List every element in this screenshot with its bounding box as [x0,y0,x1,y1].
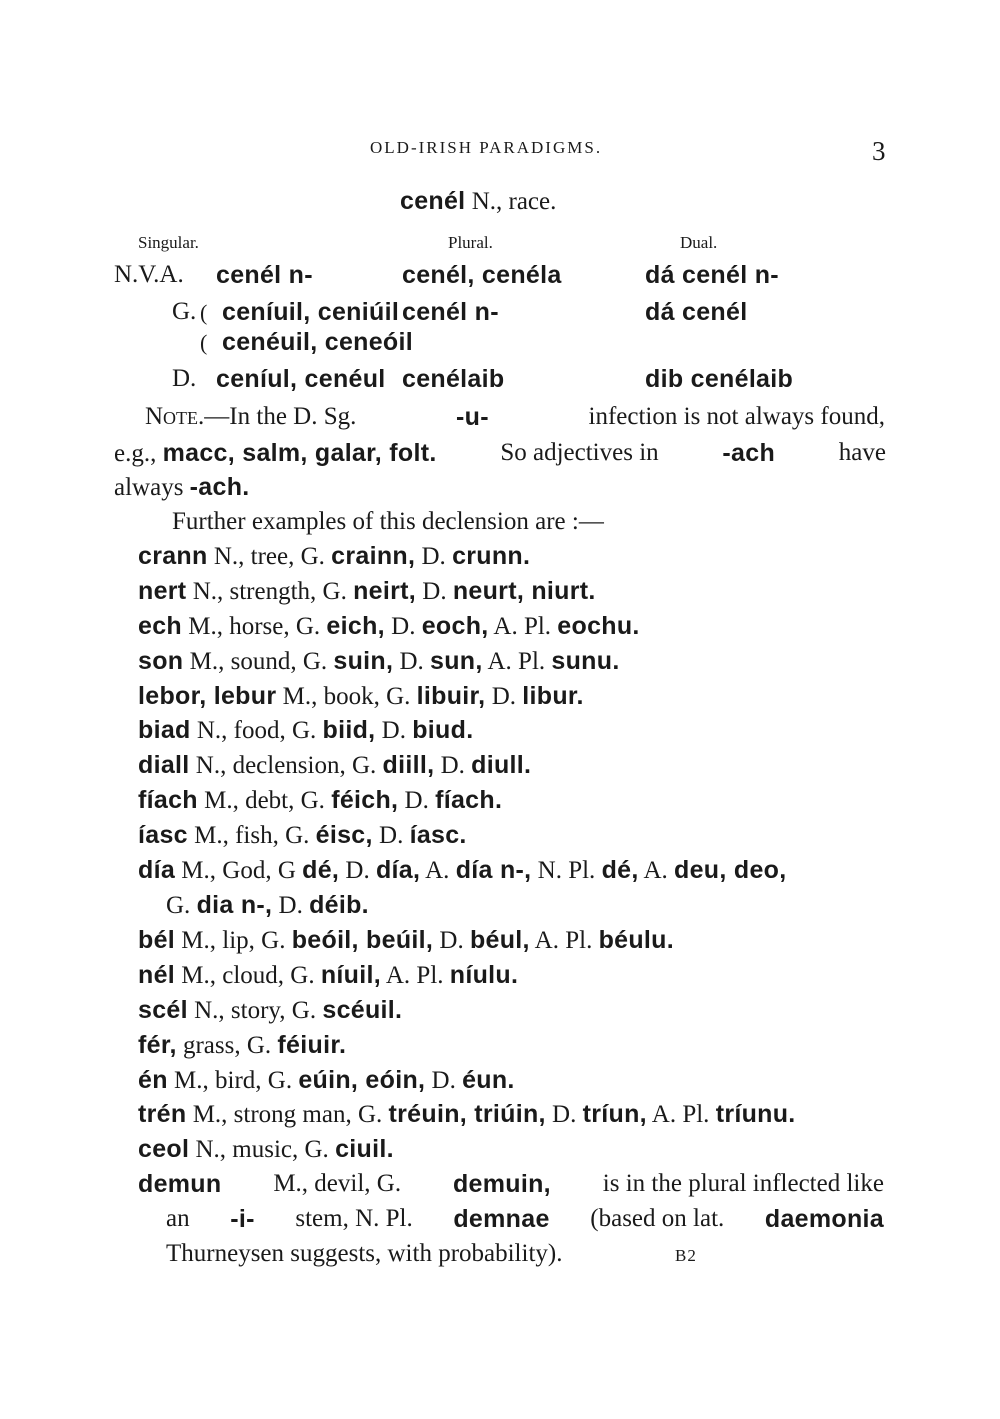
row-nva-case: N.V.A. [114,261,184,288]
example-headword: íasc. [409,821,467,849]
example-headword: eoch, [421,612,489,640]
example-headword: béul, [469,926,530,954]
example-text: is in the plural inflected like [596,1170,884,1197]
example-headword: demun [138,1170,222,1198]
note-ach-1: -ach [722,439,776,467]
example-text: D. [415,543,453,570]
example-text: M., horse, G. [181,613,327,640]
row-g-singular: ceníuil, ceniúil [222,298,400,326]
row-nva-plural: cenél, cenéla [402,261,562,289]
example-text: D. [372,822,410,849]
example-text: A. Pl. [646,1101,716,1128]
paradigm-title [400,187,556,216]
example-text: M., devil, G. [267,1170,408,1197]
row-g-singular-variant: cenéuil, ceneóil [222,328,413,356]
example-text: D. [384,613,422,640]
example-text: N. Pl. [531,857,602,884]
example-headword: suin, [333,647,394,675]
example-text: D. [398,787,436,814]
example-headword: tríun, [582,1100,647,1128]
example-headword: dia n-, [196,891,273,919]
example-headword: fér, [138,1031,177,1059]
example-text: A. Pl. [381,962,450,989]
example-headword: éisc, [315,821,373,849]
example-text: Thurneysen suggests, with probability). [166,1240,675,1267]
example-text: M., book, G. [276,683,417,710]
example-line [166,1205,884,1234]
note-line-2 [114,439,886,468]
brace-top: ( [200,300,208,325]
paradigm-headword: cenél [400,187,466,215]
example-headword: ceol [138,1135,190,1163]
example-headword: nél [138,961,176,989]
note-dash: —In the D. Sg. [204,403,357,430]
example-text: M., strong man, G. [186,1101,389,1128]
note-so: So adjectives in [500,439,659,466]
example-headword: féiuir. [277,1031,347,1059]
row-nva-singular: cenél n- [216,261,313,289]
row-d-dual: dib cenélaib [645,365,794,393]
example-text: M., God, G [175,857,303,884]
example-text: A. Pl. [482,648,552,675]
example-headword: nert [138,577,187,605]
example-headword: diall [138,751,190,779]
example-line [166,891,369,920]
note-examples: macc, salm, galar, folt. [162,439,437,467]
example-headword: deu, deo, [674,856,787,884]
example-headword: crann [138,542,208,570]
example-text: stem, N. Pl. [289,1205,419,1232]
example-text: D. [485,683,523,710]
example-text: A. Pl. [529,927,599,954]
example-headword: scél [138,996,188,1024]
example-headword: fíach [138,786,198,814]
example-text: N., food, G. [190,717,323,744]
example-line [138,1135,394,1164]
example-line [138,1066,515,1095]
example-text: N., strength, G. [186,578,354,605]
example-headword: biad [138,716,191,744]
example-line [166,1240,697,1268]
brace-bottom: ( [200,330,208,355]
example-headword: ciuil. [335,1135,394,1163]
note-line-3 [114,473,250,502]
example-text: D. [339,857,376,884]
example-line [138,856,786,885]
example-headword: libuir, [416,682,486,710]
example-headword: dé, [601,856,639,884]
example-text: N., music, G. [189,1136,336,1163]
example-text: D. [433,927,470,954]
example-line [138,1031,346,1060]
col-header-singular: Singular. [138,233,199,252]
example-headword: béulu. [598,926,674,954]
example-line [138,682,584,711]
example-line [138,961,518,990]
example-headword: diull. [471,751,532,779]
example-text: an [166,1205,196,1232]
example-headword: neurt, niurt. [452,577,596,605]
row-g-case: G. [172,298,197,325]
example-text: N., story, G. [187,997,323,1024]
example-headword: biud. [412,716,474,744]
example-line [138,542,530,571]
example-headword: fíach. [435,786,503,814]
example-headword: neirt, [353,577,417,605]
example-line [138,821,467,850]
row-d-case: D. [172,365,197,392]
example-headword: día [138,856,176,884]
example-headword: eich, [326,612,385,640]
example-line [138,996,402,1025]
row-d-singular: ceníul, cenéul [216,365,386,393]
example-headword: -i- [230,1205,255,1233]
example-headword: tréuin, triúin, [388,1100,546,1128]
running-title: OLD-IRISH PARADIGMS. [370,138,603,157]
example-headword: lebor, lebur [138,682,277,710]
example-headword: son [138,647,184,675]
example-headword: ech [138,612,182,640]
example-text: M., cloud, G. [175,962,321,989]
example-headword: déib. [309,891,369,919]
example-text: M., sound, G. [183,648,334,675]
example-line [138,1170,884,1199]
example-text: M., fish, G. [187,822,316,849]
example-headword: én [138,1066,168,1094]
note-u: -u- [456,403,489,431]
note-text-1: infection is not always found, [588,403,885,430]
example-text: D. [272,892,310,919]
example-text: M., bird, G. [167,1067,299,1094]
example-headword: día n-, [455,856,532,884]
example-headword: beóil, beúil, [291,926,434,954]
example-headword: crainn, [331,542,416,570]
example-headword: níuil, [320,961,381,989]
example-text: N., tree, G. [207,543,332,570]
example-headword: níulu. [449,961,519,989]
example-headword: libur. [522,682,584,710]
example-text: A. [638,857,675,884]
example-headword: eúin, eóin, [298,1066,426,1094]
example-text: B2 [674,1246,697,1265]
example-headword: daemonia [764,1205,884,1233]
example-text: G. [166,892,197,919]
example-text: grass, G. [176,1032,278,1059]
example-text: D. [425,1067,463,1094]
example-headword: eochu. [557,612,640,640]
example-line [138,612,640,641]
example-text: M., lip, G. [175,927,292,954]
note-eg: e.g., [114,440,157,467]
example-headword: diill, [382,751,435,779]
example-line [138,751,531,780]
row-g-dual: dá cenél [645,298,748,326]
example-headword: éun. [462,1066,515,1094]
example-line [138,786,502,815]
paradigm-gloss: N., race. [471,188,557,215]
example-line [138,1100,796,1129]
example-headword: crunn. [452,542,531,570]
row-nva-dual: dá cenél n- [645,261,779,289]
example-headword: dé, [302,856,340,884]
example-text: D. [416,578,453,605]
note-always: always [114,474,184,501]
example-text: D. [434,752,472,779]
note-have: have [838,439,886,466]
example-text: M., debt, G. [197,787,332,814]
example-text: D. [375,717,413,744]
example-text: A. [420,857,456,884]
example-line [138,647,620,676]
example-headword: biid, [322,716,376,744]
row-d-plural: cenélaib [402,365,505,393]
example-headword: trén [138,1100,187,1128]
example-text: A. Pl. [488,613,558,640]
example-text: D. [545,1101,583,1128]
example-line [138,577,596,606]
example-headword: día, [375,856,421,884]
note-ach-2: -ach. [189,473,250,501]
example-headword: tríunu. [715,1100,796,1128]
page-number: 3 [872,136,886,166]
col-header-plural: Plural. [448,233,493,252]
row-g-plural: cenél n- [402,298,499,326]
example-line [138,716,473,745]
example-headword: sun, [430,647,483,675]
example-headword: scéuil. [322,996,403,1024]
example-text: D. [393,648,431,675]
examples-intro: Further examples of this declension are :— [172,508,604,535]
example-headword: demnae [453,1205,550,1233]
example-line [138,926,674,955]
note-label: Note. [145,403,205,430]
example-headword: demuin, [452,1170,551,1198]
example-text: (based on lat. [584,1205,731,1232]
note-line-1 [145,403,885,432]
col-header-dual: Dual. [680,233,718,252]
example-headword: íasc [138,821,188,849]
example-headword: sunu. [551,647,620,675]
example-headword: bél [138,926,176,954]
example-headword: féich, [331,786,399,814]
example-text: N., declension, G. [189,752,383,779]
